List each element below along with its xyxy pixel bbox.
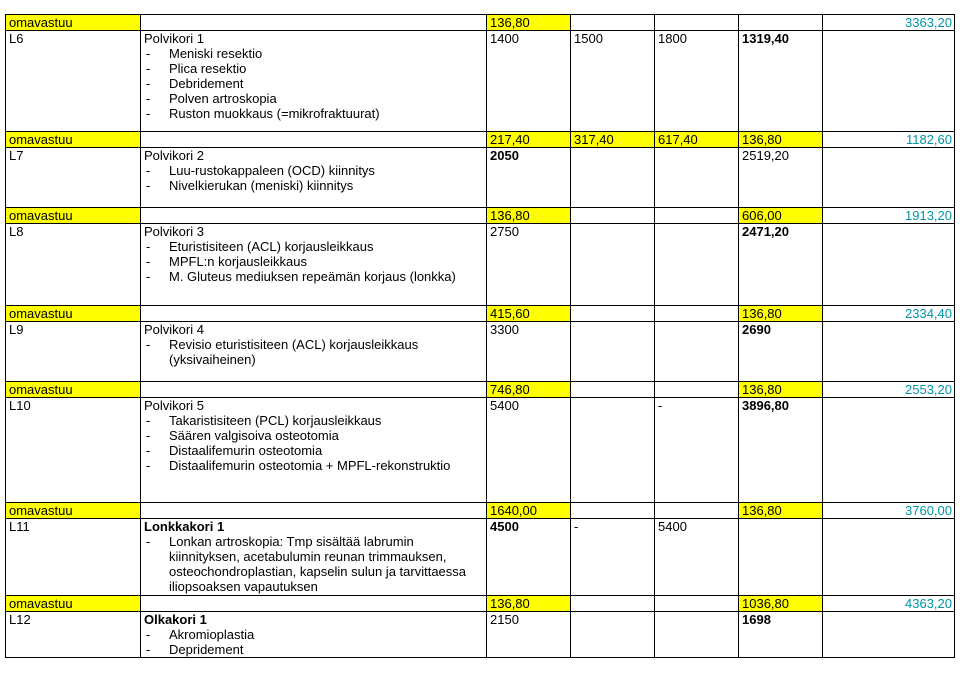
procedure-row — [6, 148, 955, 208]
procedure-row — [6, 398, 955, 503]
procedure-item: - Takaristisiteen (PCL) korjausleikkaus — [144, 413, 486, 428]
procedure-list — [144, 337, 486, 367]
omavastuu-value: 217,40 — [487, 132, 571, 148]
omavastuu-value — [571, 596, 655, 612]
procedure-item: - Nivelkierukan (meniski) kiinnitys — [144, 178, 486, 193]
omavastuu-value — [571, 306, 655, 322]
price-table — [5, 14, 955, 658]
omavastuu-row — [6, 306, 955, 322]
procedure-row — [6, 31, 955, 132]
omavastuu-value — [655, 15, 739, 31]
price-value: 1400 — [487, 31, 571, 132]
omavastuu-label: omavastuu — [6, 208, 141, 224]
omavastuu-value — [655, 503, 739, 519]
price-value — [823, 398, 955, 503]
price-value — [823, 322, 955, 382]
procedure-item: - Ruston muokkaus (=mikrofraktuurat) — [144, 106, 486, 121]
procedure-title: Polvikori 4 — [144, 322, 204, 337]
price-value: 1500 — [571, 31, 655, 132]
price-value: 4500 — [487, 519, 571, 596]
empty-cell — [141, 503, 487, 519]
omavastuu-value — [655, 306, 739, 322]
procedure-code: L8 — [6, 224, 141, 306]
omavastuu-value — [655, 382, 739, 398]
empty-cell — [141, 382, 487, 398]
price-value: 2471,20 — [739, 224, 823, 306]
omavastuu-row — [6, 132, 955, 148]
procedure-row — [6, 612, 955, 658]
price-value — [571, 322, 655, 382]
procedure-description — [141, 519, 487, 596]
omavastuu-value: 136,80 — [487, 208, 571, 224]
procedure-code: L11 — [6, 519, 141, 596]
procedure-item: - Akromioplastia — [144, 627, 486, 642]
empty-cell — [141, 306, 487, 322]
omavastuu-value: 136,80 — [739, 503, 823, 519]
procedure-item: - Plica resektio — [144, 61, 486, 76]
price-value: 2690 — [739, 322, 823, 382]
omavastuu-value: 746,80 — [487, 382, 571, 398]
price-value: 2750 — [487, 224, 571, 306]
omavastuu-value: 136,80 — [739, 306, 823, 322]
omavastuu-value — [739, 15, 823, 31]
price-value: 2519,20 — [739, 148, 823, 208]
omavastuu-label: omavastuu — [6, 596, 141, 612]
procedure-description — [141, 31, 487, 132]
procedure-description — [141, 398, 487, 503]
price-value: 1698 — [739, 612, 823, 658]
omavastuu-row — [6, 208, 955, 224]
empty-cell — [141, 132, 487, 148]
price-value: 3896,80 — [739, 398, 823, 503]
procedure-description — [141, 224, 487, 306]
omavastuu-value: 3363,20 — [823, 15, 955, 31]
procedure-title: Polvikori 2 — [144, 148, 204, 163]
price-value — [571, 148, 655, 208]
procedure-item: - MPFL:n korjausleikkaus — [144, 254, 486, 269]
omavastuu-value: 1640,00 — [487, 503, 571, 519]
omavastuu-value: 2334,40 — [823, 306, 955, 322]
procedure-code: L9 — [6, 322, 141, 382]
procedure-item: - Distaalifemurin osteotomia — [144, 443, 486, 458]
procedure-row — [6, 224, 955, 306]
omavastuu-label: omavastuu — [6, 503, 141, 519]
procedure-list — [144, 163, 486, 193]
price-value: 2150 — [487, 612, 571, 658]
omavastuu-value: 136,80 — [739, 132, 823, 148]
procedure-item: - Lonkan artroskopia: Tmp sisältää labrumin kiinnityksen, acetabulumin reunan trimmauksen, osteochondroplastian, kapselin sulun ja tarvittaessa iliopsoaksen vapautuksen — [144, 534, 486, 594]
procedure-item: - Säären valgisoiva osteotomia — [144, 428, 486, 443]
omavastuu-label: omavastuu — [6, 15, 141, 31]
procedure-description — [141, 322, 487, 382]
price-value — [571, 224, 655, 306]
omavastuu-value — [571, 503, 655, 519]
procedure-list — [144, 239, 486, 284]
omavastuu-value: 1182,60 — [823, 132, 955, 148]
omavastuu-value — [655, 596, 739, 612]
procedure-title: Polvikori 1 — [144, 31, 204, 46]
procedure-list — [144, 534, 486, 594]
price-value — [571, 398, 655, 503]
omavastuu-value: 415,60 — [487, 306, 571, 322]
omavastuu-label: omavastuu — [6, 132, 141, 148]
procedure-list — [144, 413, 486, 473]
procedure-list — [144, 46, 486, 121]
omavastuu-value: 2553,20 — [823, 382, 955, 398]
price-value — [571, 612, 655, 658]
procedure-item: - M. Gluteus mediuksen repeämän korjaus (lonkka) — [144, 269, 486, 284]
procedure-item: - Distaalifemurin osteotomia + MPFL-rekonstruktio — [144, 458, 486, 473]
price-value: 5400 — [487, 398, 571, 503]
omavastuu-value: 136,80 — [487, 596, 571, 612]
price-value — [655, 148, 739, 208]
omavastuu-label: omavastuu — [6, 382, 141, 398]
omavastuu-value — [571, 382, 655, 398]
procedure-list — [144, 627, 486, 657]
price-value: 1800 — [655, 31, 739, 132]
price-value: - — [655, 398, 739, 503]
procedure-row — [6, 322, 955, 382]
omavastuu-value — [571, 208, 655, 224]
procedure-title: Polvikori 5 — [144, 398, 204, 413]
empty-cell — [141, 208, 487, 224]
omavastuu-row — [6, 503, 955, 519]
procedure-description — [141, 612, 487, 658]
price-value — [823, 224, 955, 306]
price-value — [823, 519, 955, 596]
omavastuu-row — [6, 15, 955, 31]
empty-cell — [141, 596, 487, 612]
price-value: 5400 — [655, 519, 739, 596]
procedure-description — [141, 148, 487, 208]
price-value: 3300 — [487, 322, 571, 382]
procedure-row — [6, 519, 955, 596]
omavastuu-label: omavastuu — [6, 306, 141, 322]
price-value — [655, 612, 739, 658]
procedure-item: - Polven artroskopia — [144, 91, 486, 106]
omavastuu-value: 606,00 — [739, 208, 823, 224]
procedure-title: Polvikori 3 — [144, 224, 204, 239]
omavastuu-row — [6, 382, 955, 398]
price-value — [739, 519, 823, 596]
empty-cell — [141, 15, 487, 31]
omavastuu-value — [571, 15, 655, 31]
omavastuu-value: 1036,80 — [739, 596, 823, 612]
procedure-item: - Debridement — [144, 76, 486, 91]
omavastuu-value: 617,40 — [655, 132, 739, 148]
procedure-code: L12 — [6, 612, 141, 658]
procedure-item: - Luu-rustokappaleen (OCD) kiinnitys — [144, 163, 486, 178]
procedure-code: L6 — [6, 31, 141, 132]
price-value — [655, 322, 739, 382]
price-value: 1319,40 — [739, 31, 823, 132]
omavastuu-row — [6, 596, 955, 612]
procedure-item: - Eturistisiteen (ACL) korjausleikkaus — [144, 239, 486, 254]
price-value — [823, 612, 955, 658]
procedure-title: Olkakori 1 — [144, 612, 207, 627]
procedure-code: L7 — [6, 148, 141, 208]
omavastuu-value: 136,80 — [487, 15, 571, 31]
omavastuu-value: 3760,00 — [823, 503, 955, 519]
omavastuu-value: 4363,20 — [823, 596, 955, 612]
omavastuu-value: 136,80 — [739, 382, 823, 398]
procedure-code: L10 — [6, 398, 141, 503]
omavastuu-value: 1913,20 — [823, 208, 955, 224]
omavastuu-value — [655, 208, 739, 224]
price-value — [823, 148, 955, 208]
price-value: - — [571, 519, 655, 596]
omavastuu-value: 317,40 — [571, 132, 655, 148]
price-value — [655, 224, 739, 306]
procedure-item: - Meniski resektio — [144, 46, 486, 61]
price-value — [823, 31, 955, 132]
procedure-item: - Revisio eturistisiteen (ACL) korjausleikkaus (yksivaiheinen) — [144, 337, 486, 367]
procedure-title: Lonkkakori 1 — [144, 519, 225, 534]
price-value: 2050 — [487, 148, 571, 208]
procedure-item: - Depridement — [144, 642, 486, 657]
